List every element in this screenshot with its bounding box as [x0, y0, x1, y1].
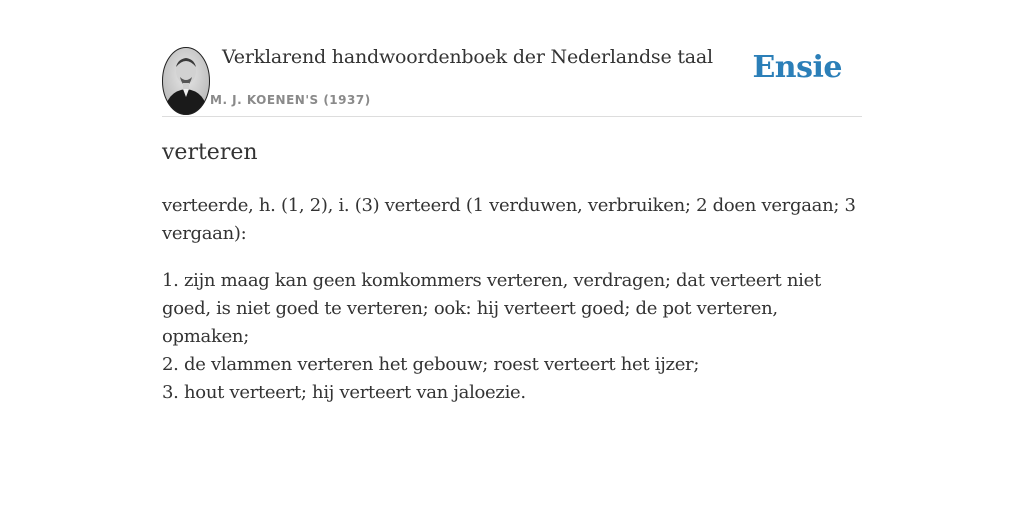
dictionary-header — [162, 0, 862, 117]
entry-grammar: verteerde, h. (1, 2), i. (3) verteerd (1 verduwen, verbruiken; 2 doen vergaan; 3 vergaan): — [162, 195, 856, 244]
sense-item: 3. hout verteert; hij verteert van jaloezie. — [162, 382, 526, 403]
sense-item: 1. zijn maag kan geen komkommers verteren, verdragen; dat verteert niet goed, is niet goed te verteren; ook: hij verteert goed; de pot verteren, opmaken; — [162, 270, 821, 347]
author-portrait-icon — [162, 47, 210, 115]
entry-senses — [162, 267, 862, 407]
sense-item: 2. de vlammen verteren het gebouw; roest verteert het ijzer; — [162, 354, 700, 375]
entry-headword: verteren — [162, 140, 258, 165]
page-container — [162, 0, 862, 403]
ensie-logo-link[interactable]: Ensie — [752, 50, 842, 85]
book-title: Verklarend handwoordenboek der Nederlandse taal — [222, 46, 713, 68]
book-subtitle: M. J. KOENEN'S (1937) — [210, 93, 371, 107]
